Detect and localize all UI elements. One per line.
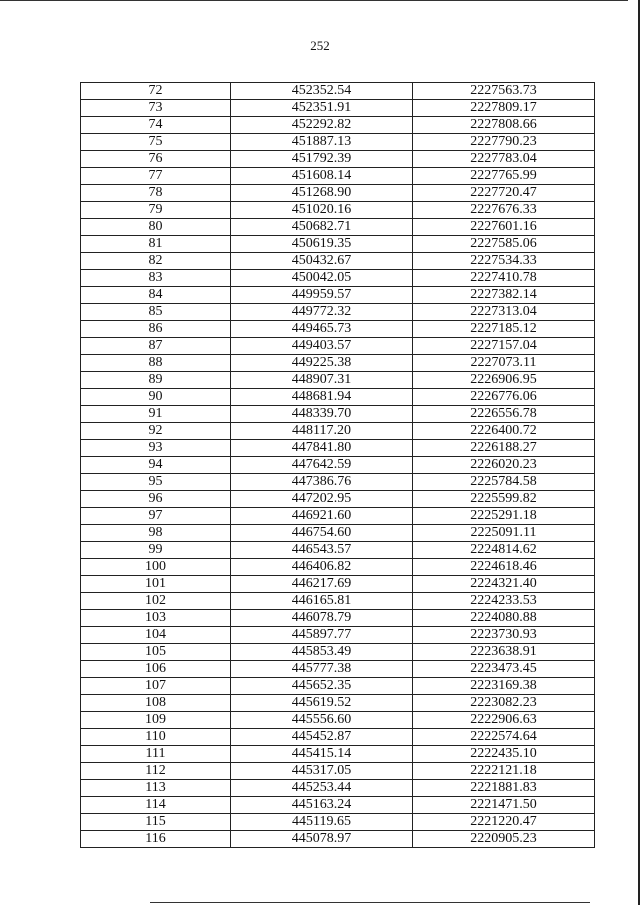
table-row — [81, 763, 595, 780]
point-number-cell: 78 — [81, 185, 231, 202]
y-coordinate-cell: 2227809.17 — [413, 100, 595, 117]
table-row — [81, 457, 595, 474]
table-row — [81, 372, 595, 389]
y-coordinate-cell: 2225599.82 — [413, 491, 595, 508]
y-coordinate-cell: 2222435.10 — [413, 746, 595, 763]
table-row — [81, 253, 595, 270]
table-row — [81, 151, 595, 168]
x-coordinate-cell: 445415.14 — [231, 746, 413, 763]
point-number-cell: 95 — [81, 474, 231, 491]
table-row — [81, 661, 595, 678]
point-number-cell: 87 — [81, 338, 231, 355]
y-coordinate-cell: 2224080.88 — [413, 610, 595, 627]
y-coordinate-cell: 2223473.45 — [413, 661, 595, 678]
table-row — [81, 338, 595, 355]
x-coordinate-cell: 446754.60 — [231, 525, 413, 542]
x-coordinate-cell: 445777.38 — [231, 661, 413, 678]
point-number-cell: 111 — [81, 746, 231, 763]
table-row — [81, 236, 595, 253]
x-coordinate-cell: 446543.57 — [231, 542, 413, 559]
point-number-cell: 89 — [81, 372, 231, 389]
point-number-cell: 109 — [81, 712, 231, 729]
point-number-cell: 86 — [81, 321, 231, 338]
x-coordinate-cell: 447202.95 — [231, 491, 413, 508]
x-coordinate-cell: 446078.79 — [231, 610, 413, 627]
y-coordinate-cell: 2227563.73 — [413, 83, 595, 100]
y-coordinate-cell: 2227313.04 — [413, 304, 595, 321]
y-coordinate-cell: 2227410.78 — [413, 270, 595, 287]
point-number-cell: 90 — [81, 389, 231, 406]
point-number-cell: 82 — [81, 253, 231, 270]
point-number-cell: 100 — [81, 559, 231, 576]
table-row — [81, 423, 595, 440]
table-row — [81, 406, 595, 423]
x-coordinate-cell: 445119.65 — [231, 814, 413, 831]
y-coordinate-cell: 2226556.78 — [413, 406, 595, 423]
x-coordinate-cell: 451887.13 — [231, 134, 413, 151]
x-coordinate-cell: 445619.52 — [231, 695, 413, 712]
x-coordinate-cell: 445163.24 — [231, 797, 413, 814]
x-coordinate-cell: 445317.05 — [231, 763, 413, 780]
table-row — [81, 797, 595, 814]
x-coordinate-cell: 445078.97 — [231, 831, 413, 848]
x-coordinate-cell: 448339.70 — [231, 406, 413, 423]
point-number-cell: 97 — [81, 508, 231, 525]
point-number-cell: 114 — [81, 797, 231, 814]
x-coordinate-cell: 450432.67 — [231, 253, 413, 270]
y-coordinate-cell: 2227157.04 — [413, 338, 595, 355]
table-row — [81, 321, 595, 338]
point-number-cell: 80 — [81, 219, 231, 236]
y-coordinate-cell: 2225291.18 — [413, 508, 595, 525]
y-coordinate-cell: 2224814.62 — [413, 542, 595, 559]
table-row — [81, 355, 595, 372]
table-row — [81, 389, 595, 406]
point-number-cell: 105 — [81, 644, 231, 661]
coordinates-table-body — [81, 83, 595, 848]
table-row — [81, 712, 595, 729]
table-row — [81, 117, 595, 134]
x-coordinate-cell: 445853.49 — [231, 644, 413, 661]
table-row — [81, 542, 595, 559]
x-coordinate-cell: 445452.87 — [231, 729, 413, 746]
x-coordinate-cell: 445556.60 — [231, 712, 413, 729]
x-coordinate-cell: 449225.38 — [231, 355, 413, 372]
table-row — [81, 202, 595, 219]
x-coordinate-cell: 445253.44 — [231, 780, 413, 797]
table-row — [81, 610, 595, 627]
y-coordinate-cell: 2223169.38 — [413, 678, 595, 695]
table-row — [81, 593, 595, 610]
table-row — [81, 185, 595, 202]
y-coordinate-cell: 2223638.91 — [413, 644, 595, 661]
y-coordinate-cell: 2222906.63 — [413, 712, 595, 729]
y-coordinate-cell: 2221471.50 — [413, 797, 595, 814]
x-coordinate-cell: 451608.14 — [231, 168, 413, 185]
table-row — [81, 695, 595, 712]
x-coordinate-cell: 449403.57 — [231, 338, 413, 355]
table-row — [81, 474, 595, 491]
table-row — [81, 168, 595, 185]
point-number-cell: 83 — [81, 270, 231, 287]
table-row — [81, 746, 595, 763]
table-row — [81, 287, 595, 304]
y-coordinate-cell: 2222121.18 — [413, 763, 595, 780]
page-top-edge — [0, 0, 628, 1]
point-number-cell: 115 — [81, 814, 231, 831]
x-coordinate-cell: 445897.77 — [231, 627, 413, 644]
table-row — [81, 644, 595, 661]
x-coordinate-cell: 450042.05 — [231, 270, 413, 287]
point-number-cell: 72 — [81, 83, 231, 100]
y-coordinate-cell: 2221881.83 — [413, 780, 595, 797]
table-row — [81, 304, 595, 321]
table-row — [81, 831, 595, 848]
x-coordinate-cell: 452292.82 — [231, 117, 413, 134]
x-coordinate-cell: 449772.32 — [231, 304, 413, 321]
point-number-cell: 76 — [81, 151, 231, 168]
point-number-cell: 96 — [81, 491, 231, 508]
y-coordinate-cell: 2227382.14 — [413, 287, 595, 304]
table-row — [81, 780, 595, 797]
x-coordinate-cell: 448681.94 — [231, 389, 413, 406]
point-number-cell: 79 — [81, 202, 231, 219]
point-number-cell: 106 — [81, 661, 231, 678]
point-number-cell: 73 — [81, 100, 231, 117]
y-coordinate-cell: 2223082.23 — [413, 695, 595, 712]
table-row — [81, 440, 595, 457]
x-coordinate-cell: 446165.81 — [231, 593, 413, 610]
x-coordinate-cell: 451020.16 — [231, 202, 413, 219]
y-coordinate-cell: 2227585.06 — [413, 236, 595, 253]
point-number-cell: 91 — [81, 406, 231, 423]
coordinates-table — [80, 82, 595, 848]
point-number-cell: 101 — [81, 576, 231, 593]
y-coordinate-cell: 2226020.23 — [413, 457, 595, 474]
table-row — [81, 814, 595, 831]
y-coordinate-cell: 2227765.99 — [413, 168, 595, 185]
y-coordinate-cell: 2222574.64 — [413, 729, 595, 746]
point-number-cell: 113 — [81, 780, 231, 797]
point-number-cell: 88 — [81, 355, 231, 372]
y-coordinate-cell: 2227534.33 — [413, 253, 595, 270]
table-row — [81, 270, 595, 287]
y-coordinate-cell: 2227073.11 — [413, 355, 595, 372]
y-coordinate-cell: 2221220.47 — [413, 814, 595, 831]
y-coordinate-cell: 2220905.23 — [413, 831, 595, 848]
point-number-cell: 92 — [81, 423, 231, 440]
table-row — [81, 576, 595, 593]
x-coordinate-cell: 448907.31 — [231, 372, 413, 389]
x-coordinate-cell: 450619.35 — [231, 236, 413, 253]
y-coordinate-cell: 2227601.16 — [413, 219, 595, 236]
point-number-cell: 84 — [81, 287, 231, 304]
y-coordinate-cell: 2226906.95 — [413, 372, 595, 389]
x-coordinate-cell: 451792.39 — [231, 151, 413, 168]
point-number-cell: 107 — [81, 678, 231, 695]
page-bottom-edge — [150, 902, 590, 903]
x-coordinate-cell: 452352.54 — [231, 83, 413, 100]
y-coordinate-cell: 2226776.06 — [413, 389, 595, 406]
y-coordinate-cell: 2227783.04 — [413, 151, 595, 168]
x-coordinate-cell: 450682.71 — [231, 219, 413, 236]
table-row — [81, 525, 595, 542]
y-coordinate-cell: 2224321.40 — [413, 576, 595, 593]
table-row — [81, 134, 595, 151]
point-number-cell: 103 — [81, 610, 231, 627]
x-coordinate-cell: 447841.80 — [231, 440, 413, 457]
y-coordinate-cell: 2224233.53 — [413, 593, 595, 610]
point-number-cell: 110 — [81, 729, 231, 746]
table-row — [81, 83, 595, 100]
table-row — [81, 219, 595, 236]
x-coordinate-cell: 452351.91 — [231, 100, 413, 117]
point-number-cell: 98 — [81, 525, 231, 542]
y-coordinate-cell: 2227185.12 — [413, 321, 595, 338]
table-row — [81, 491, 595, 508]
point-number-cell: 85 — [81, 304, 231, 321]
x-coordinate-cell: 449959.57 — [231, 287, 413, 304]
x-coordinate-cell: 449465.73 — [231, 321, 413, 338]
y-coordinate-cell: 2227790.23 — [413, 134, 595, 151]
point-number-cell: 102 — [81, 593, 231, 610]
table-row — [81, 508, 595, 525]
point-number-cell: 108 — [81, 695, 231, 712]
y-coordinate-cell: 2227808.66 — [413, 117, 595, 134]
x-coordinate-cell: 447642.59 — [231, 457, 413, 474]
y-coordinate-cell: 2226400.72 — [413, 423, 595, 440]
point-number-cell: 104 — [81, 627, 231, 644]
point-number-cell: 112 — [81, 763, 231, 780]
table-row — [81, 729, 595, 746]
point-number-cell: 74 — [81, 117, 231, 134]
x-coordinate-cell: 451268.90 — [231, 185, 413, 202]
y-coordinate-cell: 2225784.58 — [413, 474, 595, 491]
point-number-cell: 77 — [81, 168, 231, 185]
point-number-cell: 99 — [81, 542, 231, 559]
point-number-cell: 93 — [81, 440, 231, 457]
table-row — [81, 100, 595, 117]
y-coordinate-cell: 2226188.27 — [413, 440, 595, 457]
y-coordinate-cell: 2223730.93 — [413, 627, 595, 644]
page-number: 252 — [310, 38, 330, 53]
point-number-cell: 75 — [81, 134, 231, 151]
y-coordinate-cell: 2225091.11 — [413, 525, 595, 542]
point-number-cell: 116 — [81, 831, 231, 848]
x-coordinate-cell: 445652.35 — [231, 678, 413, 695]
point-number-cell: 94 — [81, 457, 231, 474]
x-coordinate-cell: 447386.76 — [231, 474, 413, 491]
x-coordinate-cell: 446217.69 — [231, 576, 413, 593]
y-coordinate-cell: 2227676.33 — [413, 202, 595, 219]
y-coordinate-cell: 2227720.47 — [413, 185, 595, 202]
table-row — [81, 627, 595, 644]
x-coordinate-cell: 446921.60 — [231, 508, 413, 525]
point-number-cell: 81 — [81, 236, 231, 253]
y-coordinate-cell: 2224618.46 — [413, 559, 595, 576]
x-coordinate-cell: 446406.82 — [231, 559, 413, 576]
x-coordinate-cell: 448117.20 — [231, 423, 413, 440]
table-row — [81, 678, 595, 695]
table-row — [81, 559, 595, 576]
